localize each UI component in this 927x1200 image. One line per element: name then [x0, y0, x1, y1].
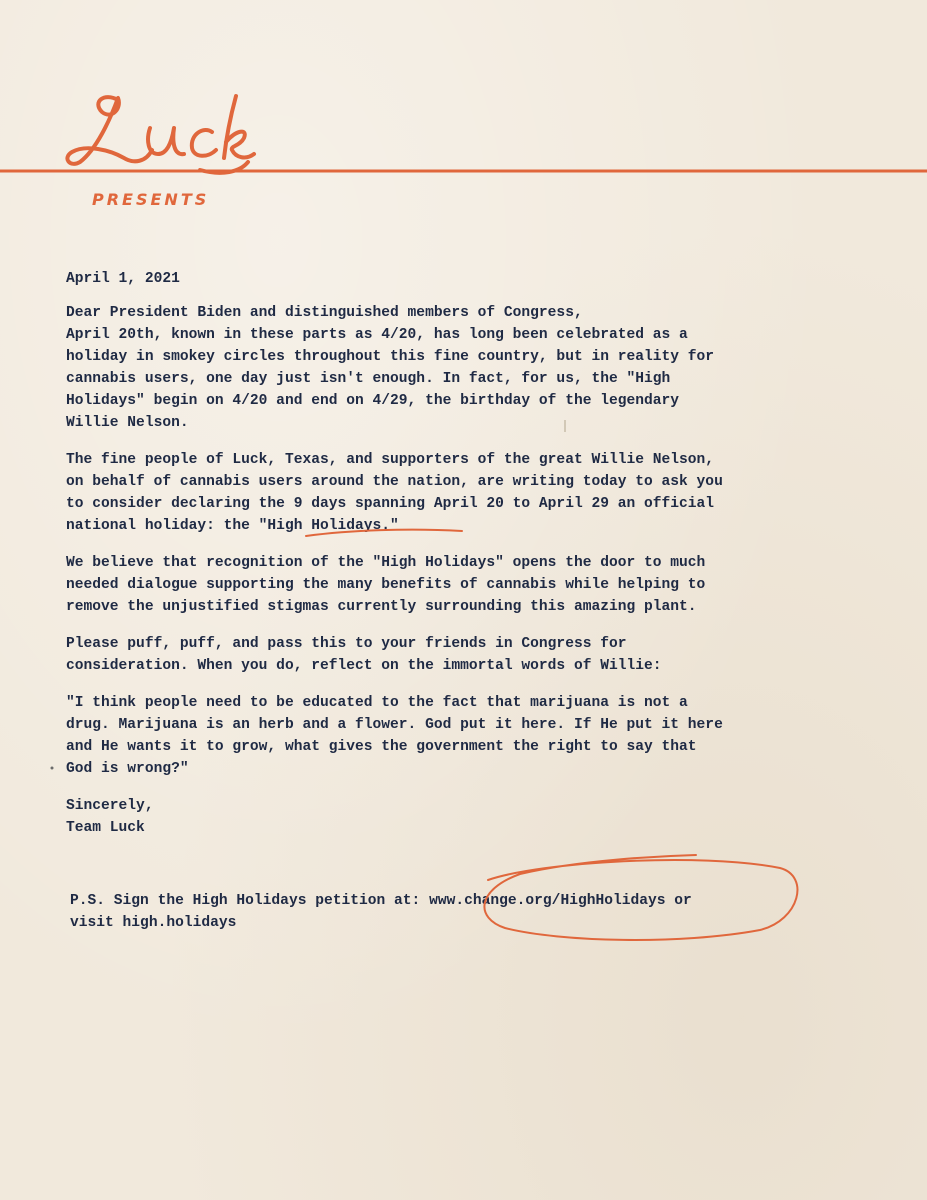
postscript: [70, 890, 692, 934]
letter-paragraph: We believe that recognition of the "High Holidays" opens the door to much needed dialogue supporting the many benefits of cannabis while helping to remove the unjustified stigmas currently surrounding this amazing plant.: [66, 555, 706, 615]
willie-quote: "I think people need to be educated to the fact that marijuana is not a drug. Marijuana is an herb and a flower. God put it here. If He put it here and He wants it to grow, what gives the government the right to say that God is wrong?": [66, 695, 723, 777]
letter-salutation: Dear President Biden and distinguished members of Congress,: [66, 305, 583, 321]
postscript-suffix: or visit high.holidays: [70, 893, 692, 931]
letter-paragraph: The fine people of Luck, Texas, and supporters of the great Willie Nelson, on behalf of cannabis users around the nation, are writing today to ask you to consider declaring the 9 days spanning April 20 to April 29 an official national holiday: the "High Holidays.": [66, 452, 723, 534]
presents-label: PRESENTS: [92, 190, 210, 209]
letter-date: April 1, 2021: [66, 271, 180, 287]
ink-speck: [51, 767, 54, 770]
letter-closing: Sincerely, Team Luck: [66, 798, 154, 836]
letter-paragraph: April 20th, known in these parts as 4/20, has long been celebrated as a holiday in smokey circles throughout this fine country, but in reality for cannabis users, one day just isn't enough. In fact, for us, the "High Holidays" begin on 4/20 and end on 4/29, the birthday of the legendary Willie Nelson.: [66, 327, 715, 431]
letter-paragraph: Please puff, puff, and pass this to your friends in Congress for consideration. When you do, reflect on the immortal words of Willie:: [66, 636, 662, 674]
petition-link[interactable]: www.change.org/HighHolidays: [429, 893, 666, 909]
postscript-prefix: P.S. Sign the High Holidays petition at:: [70, 893, 430, 909]
letter-body: [66, 268, 866, 854]
